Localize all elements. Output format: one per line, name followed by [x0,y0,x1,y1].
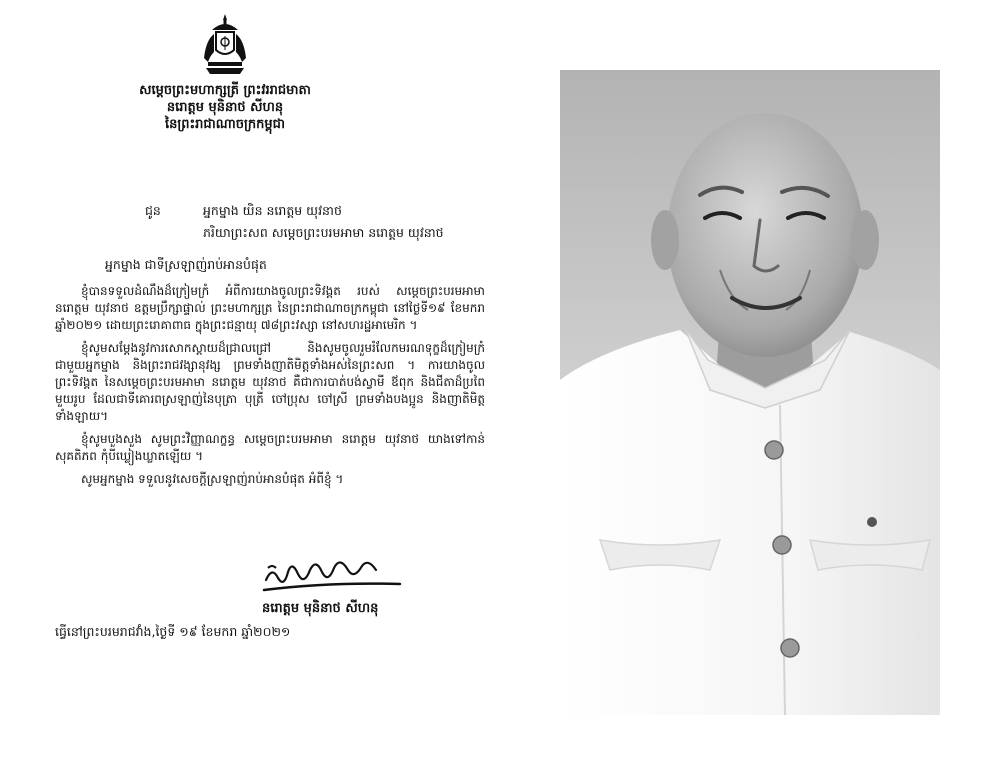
handwritten-signature [258,548,408,596]
date-place-line: ធ្វើនៅព្រះបរមរាជវាំង,ថ្ងៃទី ១៩ ខែមករា ឆ្នាំ២០២១ [55,624,291,639]
body-paragraph: ខ្ញុំបានទទួលដំណឹងដ៏ក្រៀមក្រំ អំពីការយាងចូលព្រះទិវង្គត របស់ សម្តេចព្រះបរមអាមា នរោត្តម យុវនាថ ឧត្តមប្រឹក្សាផ្ទាល់ ព្រះមហាក្សត្រ នៃព្រះរាជាណាចក្រកម្ពុជា នៅថ្ងៃទី១៩ ខែមករា ឆ្នាំ២០២១ ដោយព្រះរោគាពាធ ក្នុងព្រះជន្មាយុ ៧៨ព្រះវស្សា នៅសហរដ្ឋអាមេរិក ។ [55,284,485,332]
sender-block [70,82,380,133]
royal-coat-of-arms-icon [198,12,252,76]
recipient-description: ភរិយាព្រះសព សម្តេចព្រះបរមអាមា នរោត្តម យុវនាថ [203,225,444,240]
sender-name: នរោត្តម មុនិនាថ សីហនុ [166,100,284,115]
portrait-photo [560,70,940,715]
recipient-name: អ្នកម្នាង យិន នរោត្តម យុវនាថ [203,203,342,218]
sender-kingdom: នៃព្រះរាជាណាចក្រកម្ពុជា [164,117,286,132]
body-paragraph: សូមអ្នកម្នាង ទទួលនូវសេចក្តីស្រឡាញ់រាប់អានបំផុត អំពីខ្ញុំ ។ [81,472,344,486]
sender-title: សម្តេចព្រះមហាក្សត្រី ព្រះវររាជមាតា [139,83,311,98]
salutation: អ្នកម្នាង ជាទីស្រឡាញ់រាប់អានបំផុត [105,257,267,272]
recipient-label: ជូន [145,203,161,218]
signer-name: នរោត្តម មុនិនាថ សីហនុ [262,601,379,616]
body-paragraph: ខ្ញុំសូមបួងសួង សូមព្រះវិញ្ញាណក្ខន្ធ សម្តេចព្រះបរមអាមា នរោត្តម យុវនាថ យាងទៅកាន់សុគតិភព កុំបីឃ្លៀងឃ្លាតឡើយ ។ [55,432,485,463]
recipient-block [145,200,444,244]
letter-body [55,283,485,494]
body-paragraph: ខ្ញុំសូមសម្តែងនូវការសោកស្តាយដ៏ជ្រាលជ្រៅ និងសូមចូលរួមរំលែកមរណទុក្ខដ៏ក្រៀមក្រំ ជាមួយអ្នកម្នាង និងព្រះរាជវង្សានុវង្ស ព្រមទាំងញាតិមិត្តទាំងអស់នៃព្រះសព ។ ការយាងចូលព្រះទិវង្គត នៃសម្តេចព្រះបរមអាមា នរោត្តម យុវនាថ គឺជាការបាត់បង់ស្វាមី ឪពុក និងជីតាដ៏ប្រពៃមួយរូប ដែលជាទីគោរពស្រឡាញ់នៃបុត្រា បុត្រី ចៅប្រុស ចៅស្រី ព្រមទាំងបងប្អូន និងញាតិមិត្តទាំងឡាយ។ [55,341,485,423]
